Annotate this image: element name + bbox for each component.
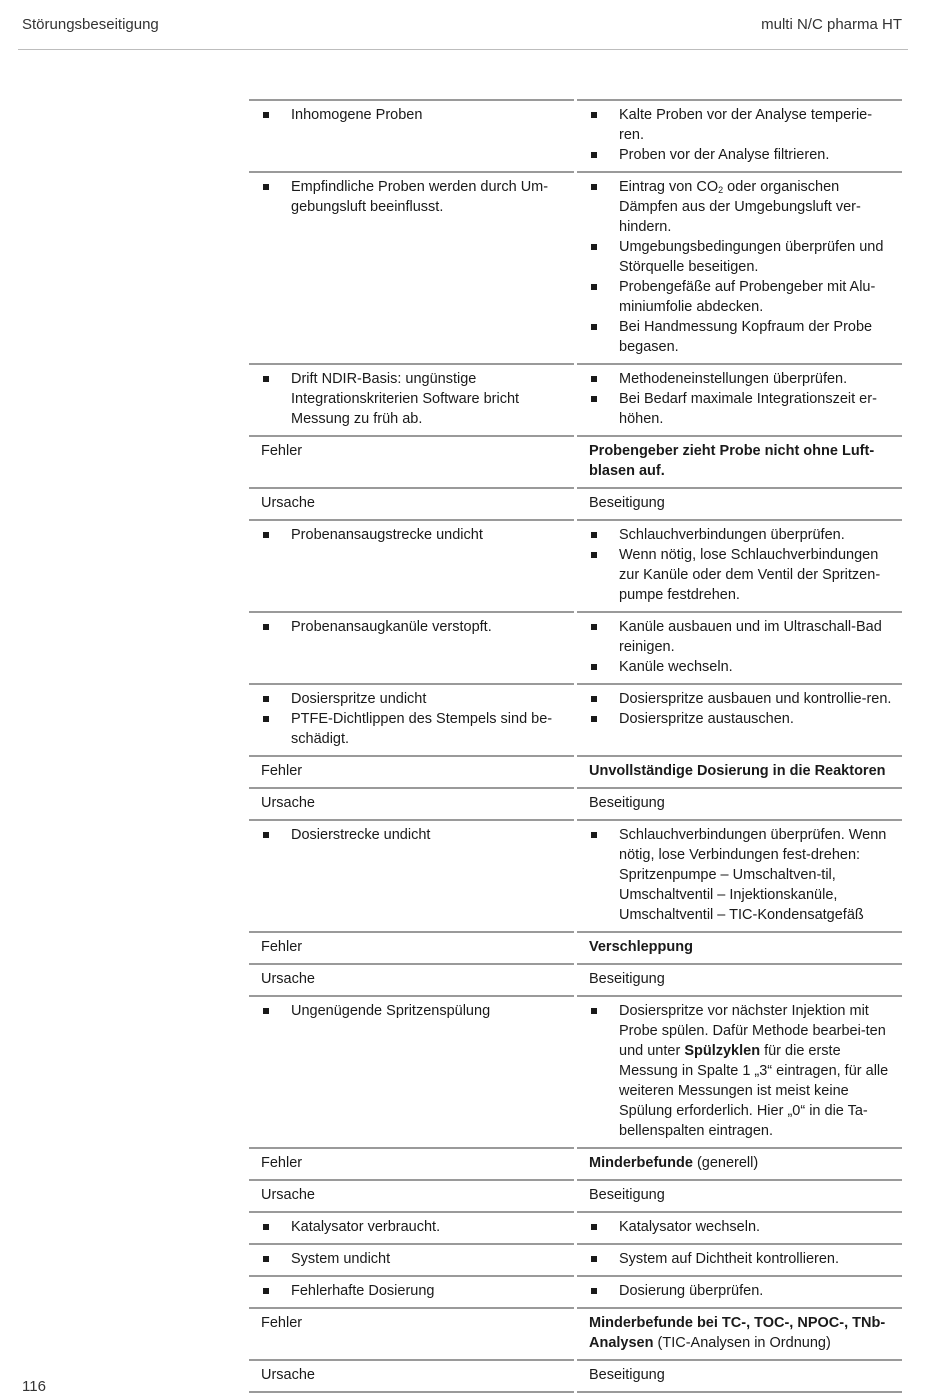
bullet-icon bbox=[589, 825, 619, 925]
list-item: Umgebungsbedingungen überprüfen und Störquelle beseitigen. bbox=[589, 237, 896, 277]
column-header-row bbox=[249, 487, 902, 519]
list-item: System auf Dichtheit kontrollieren. bbox=[589, 1249, 896, 1269]
error-heading-row bbox=[249, 435, 902, 487]
list-item: Dosierspritze ausbauen und kontrollie-ren. bbox=[589, 689, 896, 709]
bullet-icon bbox=[589, 617, 619, 657]
bullet-icon bbox=[589, 277, 619, 317]
running-header-section: Störungsbeseitigung bbox=[22, 16, 159, 33]
bullet-icon bbox=[261, 1001, 291, 1021]
table-row bbox=[249, 819, 902, 931]
bullet-icon bbox=[589, 1217, 619, 1237]
cause-cell bbox=[249, 519, 574, 611]
cause-cell bbox=[249, 1211, 574, 1243]
bullet-icon bbox=[261, 525, 291, 545]
remedy-cell bbox=[577, 99, 902, 171]
bullet-icon bbox=[261, 105, 291, 125]
bullet-icon bbox=[589, 525, 619, 545]
column-header-row bbox=[249, 1359, 902, 1393]
bullet-icon bbox=[261, 1249, 291, 1269]
error-heading-row bbox=[249, 1147, 902, 1179]
list-item: Kanüle ausbauen und im Ultraschall-Bad reinigen. bbox=[589, 617, 896, 657]
list-item: Katalysator wechseln. bbox=[589, 1217, 896, 1237]
error-label: Fehler bbox=[249, 755, 574, 787]
list-item: Inhomogene Proben bbox=[261, 105, 568, 125]
remedy-cell bbox=[577, 611, 902, 683]
remedy-header: Beseitigung bbox=[577, 487, 902, 519]
error-title: Minderbefunde (generell) bbox=[577, 1147, 902, 1179]
bullet-icon bbox=[261, 689, 291, 709]
remedy-cell bbox=[577, 519, 902, 611]
remedy-cell bbox=[577, 1243, 902, 1275]
cause-cell bbox=[249, 995, 574, 1147]
bullet-icon bbox=[261, 825, 291, 845]
list-item: PTFE-Dichtlippen des Stempels sind be-schädigt. bbox=[261, 709, 568, 749]
list-item: Schlauchverbindungen überprüfen. Wenn nötig, lose Verbindungen fest-drehen: Spritzenpumpe – Umschaltven-til, Umschaltventil – Injektionskanüle, Umschaltventil – TIC-Kondensatgefäß bbox=[589, 825, 896, 925]
bullet-icon bbox=[261, 369, 291, 429]
bullet-icon bbox=[589, 1001, 619, 1141]
error-heading-row bbox=[249, 755, 902, 787]
bullet-icon bbox=[261, 177, 291, 217]
cause-header: Ursache bbox=[249, 787, 574, 819]
cause-header: Ursache bbox=[249, 963, 574, 995]
header-divider bbox=[18, 49, 908, 50]
list-item: Kalte Proben vor der Analyse temperie-ren. bbox=[589, 105, 896, 145]
remedy-cell bbox=[577, 1211, 902, 1243]
table-row bbox=[249, 1275, 902, 1307]
error-title: Verschleppung bbox=[577, 931, 902, 963]
list-item: Wenn nötig, lose Schlauchverbindungen zur Kanüle oder dem Ventil der Spritzen-pumpe festdrehen. bbox=[589, 545, 896, 605]
bullet-icon bbox=[261, 1281, 291, 1301]
column-header-row bbox=[249, 787, 902, 819]
remedy-cell bbox=[577, 363, 902, 435]
bullet-icon bbox=[589, 317, 619, 357]
cause-cell bbox=[249, 99, 574, 171]
remedy-header: Beseitigung bbox=[577, 787, 902, 819]
table-row bbox=[249, 683, 902, 755]
list-item: Schlauchverbindungen überprüfen. bbox=[589, 525, 896, 545]
bullet-icon bbox=[589, 689, 619, 709]
remedy-cell bbox=[577, 1275, 902, 1307]
list-item: Methodeneinstellungen überprüfen. bbox=[589, 369, 896, 389]
remedy-cell bbox=[577, 995, 902, 1147]
error-label: Fehler bbox=[249, 931, 574, 963]
cause-header: Ursache bbox=[249, 487, 574, 519]
table-row bbox=[249, 995, 902, 1147]
bullet-icon bbox=[589, 389, 619, 429]
list-item: Ungenügende Spritzenspülung bbox=[261, 1001, 568, 1021]
list-item: Dosierstrecke undicht bbox=[261, 825, 568, 845]
cause-header: Ursache bbox=[249, 1179, 574, 1211]
list-item: Eintrag von $CO_2$ oder organischen Dämpfen aus der Umgebungsluft ver-hindern. bbox=[589, 177, 896, 237]
remedy-cell bbox=[577, 171, 902, 363]
bullet-icon bbox=[589, 237, 619, 277]
table-row bbox=[249, 611, 902, 683]
error-title: Minderbefunde bei TC-, TOC-, NPOC-, TNb-Analysen (TIC-Analysen in Ordnung) bbox=[577, 1307, 902, 1359]
remedy-header: Beseitigung bbox=[577, 1359, 902, 1393]
remedy-header: Beseitigung bbox=[577, 1179, 902, 1211]
list-item: Dosierspritze undicht bbox=[261, 689, 568, 709]
bullet-icon bbox=[589, 1249, 619, 1269]
table-row bbox=[249, 1211, 902, 1243]
remedy-header: Beseitigung bbox=[577, 963, 902, 995]
error-label: Fehler bbox=[249, 1147, 574, 1179]
menu-path-keyword: Spülzyklen bbox=[684, 1043, 761, 1059]
list-item: Bei Handmessung Kopfraum der Probe begasen. bbox=[589, 317, 896, 357]
table-row bbox=[249, 99, 902, 171]
error-title: Unvollständige Dosierung in die Reaktoren bbox=[577, 755, 902, 787]
bullet-icon bbox=[589, 177, 619, 237]
list-item: Probenansaugstrecke undicht bbox=[261, 525, 568, 545]
list-item: Fehlerhafte Dosierung bbox=[261, 1281, 568, 1301]
page-number: 116 bbox=[22, 1378, 46, 1395]
table-row bbox=[249, 519, 902, 611]
running-header-product: multi N/C pharma HT bbox=[761, 16, 902, 33]
list-item: Drift NDIR-Basis: ungünstige Integrationskriterien Software bricht Messung zu früh ab. bbox=[261, 369, 568, 429]
list-item: Probenansaugkanüle verstopft. bbox=[261, 617, 568, 637]
cause-cell bbox=[249, 1243, 574, 1275]
bullet-icon bbox=[589, 369, 619, 389]
bullet-icon bbox=[589, 145, 619, 165]
table-row bbox=[249, 1243, 902, 1275]
bullet-icon bbox=[589, 1281, 619, 1301]
list-item: Bei Bedarf maximale Integrationszeit er-höhen. bbox=[589, 389, 896, 429]
list-item: Katalysator verbraucht. bbox=[261, 1217, 568, 1237]
list-item: Proben vor der Analyse filtrieren. bbox=[589, 145, 896, 165]
list-item: Probengefäße auf Probengeber mit Alu-miniumfolie abdecken. bbox=[589, 277, 896, 317]
error-title: Probengeber zieht Probe nicht ohne Luft-blasen auf. bbox=[577, 435, 902, 487]
cause-cell bbox=[249, 819, 574, 931]
cause-cell bbox=[249, 171, 574, 363]
bullet-icon bbox=[589, 545, 619, 605]
list-item: Dosierspritze austauschen. bbox=[589, 709, 896, 729]
cause-cell bbox=[249, 683, 574, 755]
error-heading-row bbox=[249, 931, 902, 963]
list-item: Dosierung überprüfen. bbox=[589, 1281, 896, 1301]
bullet-icon bbox=[589, 657, 619, 677]
error-heading-row bbox=[249, 1307, 902, 1359]
list-item: Dosierspritze vor nächster Injektion mit Probe spülen. Dafür Methode bearbei-ten und unter Spülzyklen für die erste Messung in Spalte 1 „3“ eintragen, für alle weiteren Messungen ist meist keine Spülung erforderlich. Hier „0“ in die Ta-bellenspalten eintragen. bbox=[589, 1001, 896, 1141]
bullet-icon bbox=[261, 617, 291, 637]
table-row bbox=[249, 363, 902, 435]
error-label: Fehler bbox=[249, 1307, 574, 1359]
list-item: Kanüle wechseln. bbox=[589, 657, 896, 677]
cause-header: Ursache bbox=[249, 1359, 574, 1393]
column-header-row bbox=[249, 963, 902, 995]
cause-cell bbox=[249, 611, 574, 683]
bullet-icon bbox=[589, 105, 619, 145]
bullet-icon bbox=[589, 709, 619, 729]
troubleshooting-table bbox=[249, 99, 902, 1393]
bullet-icon bbox=[261, 709, 291, 749]
cause-cell bbox=[249, 363, 574, 435]
list-item: Empfindliche Proben werden durch Um-gebungsluft beeinflusst. bbox=[261, 177, 568, 217]
list-item: System undicht bbox=[261, 1249, 568, 1269]
bullet-icon bbox=[261, 1217, 291, 1237]
table-row bbox=[249, 171, 902, 363]
remedy-cell bbox=[577, 683, 902, 755]
column-header-row bbox=[249, 1179, 902, 1211]
error-label: Fehler bbox=[249, 435, 574, 487]
remedy-cell bbox=[577, 819, 902, 931]
cause-cell bbox=[249, 1275, 574, 1307]
